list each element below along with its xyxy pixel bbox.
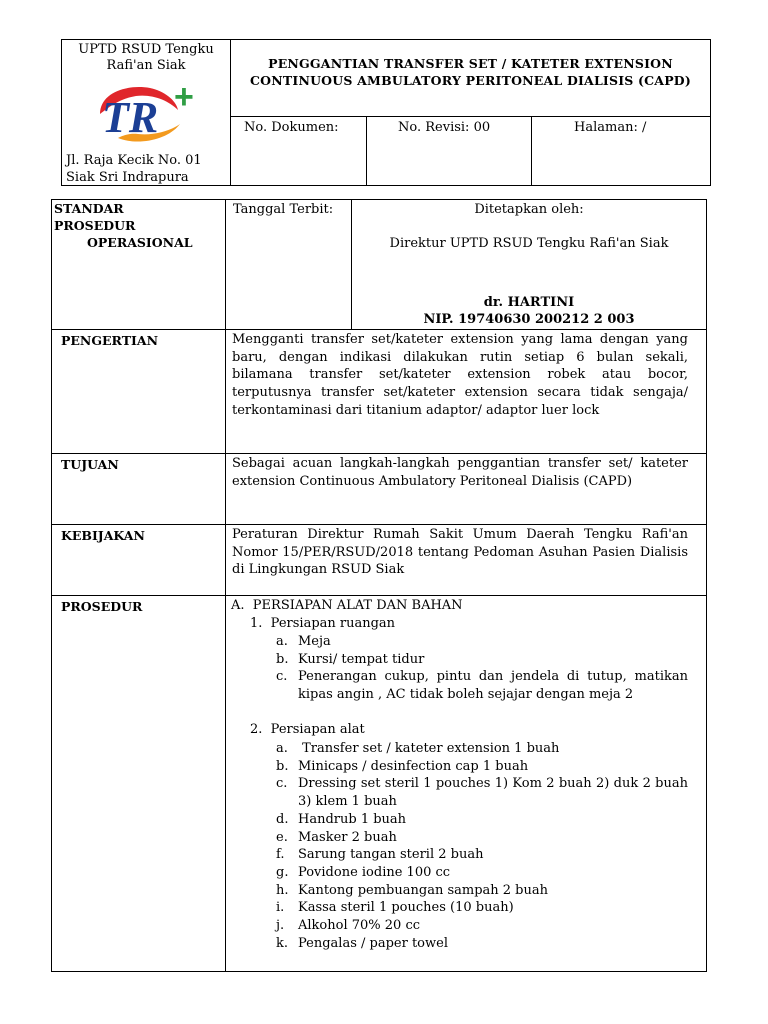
step-1-marker: 1. [250,616,263,631]
list-item [276,633,688,651]
sop-label-line1: STANDAR [54,201,124,216]
list-item [276,775,688,810]
no-dokumen: No. Dokumen: [244,120,339,135]
list-item [276,864,688,882]
kebijakan-label: KEBIJAKAN [61,528,145,543]
list-item [276,882,688,900]
list-item-text: Meja [298,634,331,649]
step-2-marker: 2. [250,722,263,737]
list-item-marker: a. [276,634,288,649]
tujuan-label: TUJUAN [61,457,119,472]
list-item [276,829,688,847]
prosedur-label: PROSEDUR [61,599,143,614]
list-item [276,846,688,864]
kebijakan-text: Peraturan Direktur Rumah Sakit Umum Daerah Tengku Rafi'an Nomor 15/PER/RSUD/2018 tentang Pedoman Asuhan Pasien Dialisis di Lingkungan RSUD Siak [232,527,688,578]
list-item-text: Kursi/ tempat tidur [298,651,425,667]
step-2-title: Persiapan alat [270,722,365,737]
list-item-marker: b. [276,758,289,774]
document-title [231,55,710,89]
address-line1: Jl. Raja Kecik No. 01 [66,153,202,168]
alat-list [276,740,688,952]
list-item-text: Sarung tangan steril 2 buah [298,847,484,863]
list-item [276,668,688,703]
org-name-line2: Rafi'an Siak [106,58,186,73]
list-item-text: Handrub 1 buah [298,811,407,827]
tujuan-text: Sebagai acuan langkah-langkah penggantian transfer set/ kateter extension Continuous Ambulatory Peritoneal Dialisis (CAPD) [232,456,688,489]
pengertian-text: Mengganti transfer set/kateter extension yang lama dengan yang baru, dengan indikasi dilakukan rutin setiap 6 bulan sekali, bilamana transfer set/kateter extension robek atau bocor, terputusnya transfer set/kateter extension secara tidak sengaja/ terkontaminasi dari titanium adaptor/ adaptor luer lock [232,332,688,418]
step-1-title: Persiapan ruangan [270,616,396,631]
list-item-text: Alkohol 70% 20 cc [298,918,421,934]
org-address [66,152,230,186]
sop-label [54,200,224,251]
hospital-logo [88,80,206,146]
prosedur-step-2 [250,721,365,739]
tanggal-terbit: Tanggal Terbit: [233,202,334,217]
list-item-text: Dressing set steril 1 pouches 1) Kom 2 buah 2) duk 2 buah 3) klem 1 buah [298,776,688,810]
list-item-marker: e. [276,829,288,845]
list-item-text: Penerangan cukup, pintu dan jendela di tutup, matikan kipas angin , AC tidak boleh sejajar dengan meja 2 [298,669,688,703]
row-divider-3 [51,524,707,525]
list-item [276,651,688,669]
org-name-line1: UPTD RSUD Tengku [78,42,214,57]
list-item-text: Pengalas / paper towel [298,935,448,951]
list-item-text: Povidone iodine 100 cc [298,864,451,880]
row-divider-2 [51,453,707,454]
sop-label-line2: PROSEDUR [54,218,136,233]
prosedur-section-a [231,597,463,615]
sop-label-line3: OPERASIONAL [87,235,193,250]
list-item-marker: c. [276,669,288,685]
section-a-title: PERSIAPAN ALAT DAN BAHAN [252,598,463,613]
list-item [276,899,688,917]
list-item-text: Minicaps / desinfection cap 1 buah [298,758,529,774]
list-item-marker: f. [276,847,285,863]
ditetapkan-oleh: Ditetapkan oleh: [474,202,584,217]
prosedur-step-1 [250,615,395,633]
list-item-text: Kantong pembuangan sampah 2 buah [298,882,548,898]
row-divider-4 [51,595,707,596]
ruangan-list [276,633,688,704]
list-item-marker: j. [276,918,285,934]
no-revisi: No. Revisi: 00 [398,120,491,135]
sop-inner-divider [351,199,352,330]
list-item-marker: h. [276,882,289,898]
list-item [276,811,688,829]
list-item-text: Kassa steril 1 pouches (10 buah) [298,900,514,916]
list-item-marker: k. [276,935,289,951]
list-item [276,935,688,953]
address-line2: Siak Sri Indrapura [66,170,189,185]
section-a-marker: A. [231,598,245,613]
list-item [276,740,688,758]
title-line2: CONTINUOUS AMBULATORY PERITONEAL DIALISIS (CAPD) [250,73,691,88]
logo-plus: + [174,80,194,116]
list-item [276,917,688,935]
list-item-text: Transfer set / kateter extension 1 buah [298,741,560,756]
direktur-title: Direktur UPTD RSUD Tengku Rafi'an Siak [389,236,669,251]
row-divider-1 [51,329,707,330]
list-item-marker: i. [276,900,285,916]
pengertian-label: PENGERTIAN [61,333,158,348]
title-line1: PENGGANTIAN TRANSFER SET / KATETER EXTENSION [268,56,673,71]
list-item-marker: a. [276,741,288,756]
signatory-nip: NIP. 19740630 200212 2 003 [423,312,635,327]
list-item-marker: c. [276,776,288,792]
list-item [276,758,688,776]
list-item-marker: g. [276,864,289,880]
signatory-name: dr. HARTINI [483,295,575,310]
logo-text: TR [102,93,159,142]
list-item-marker: b. [276,651,289,667]
column-divider [225,199,226,972]
list-item-marker: d. [276,811,289,827]
halaman: Halaman: / [574,120,647,135]
org-name [62,42,230,74]
list-item-text: Masker 2 buah [298,829,397,845]
